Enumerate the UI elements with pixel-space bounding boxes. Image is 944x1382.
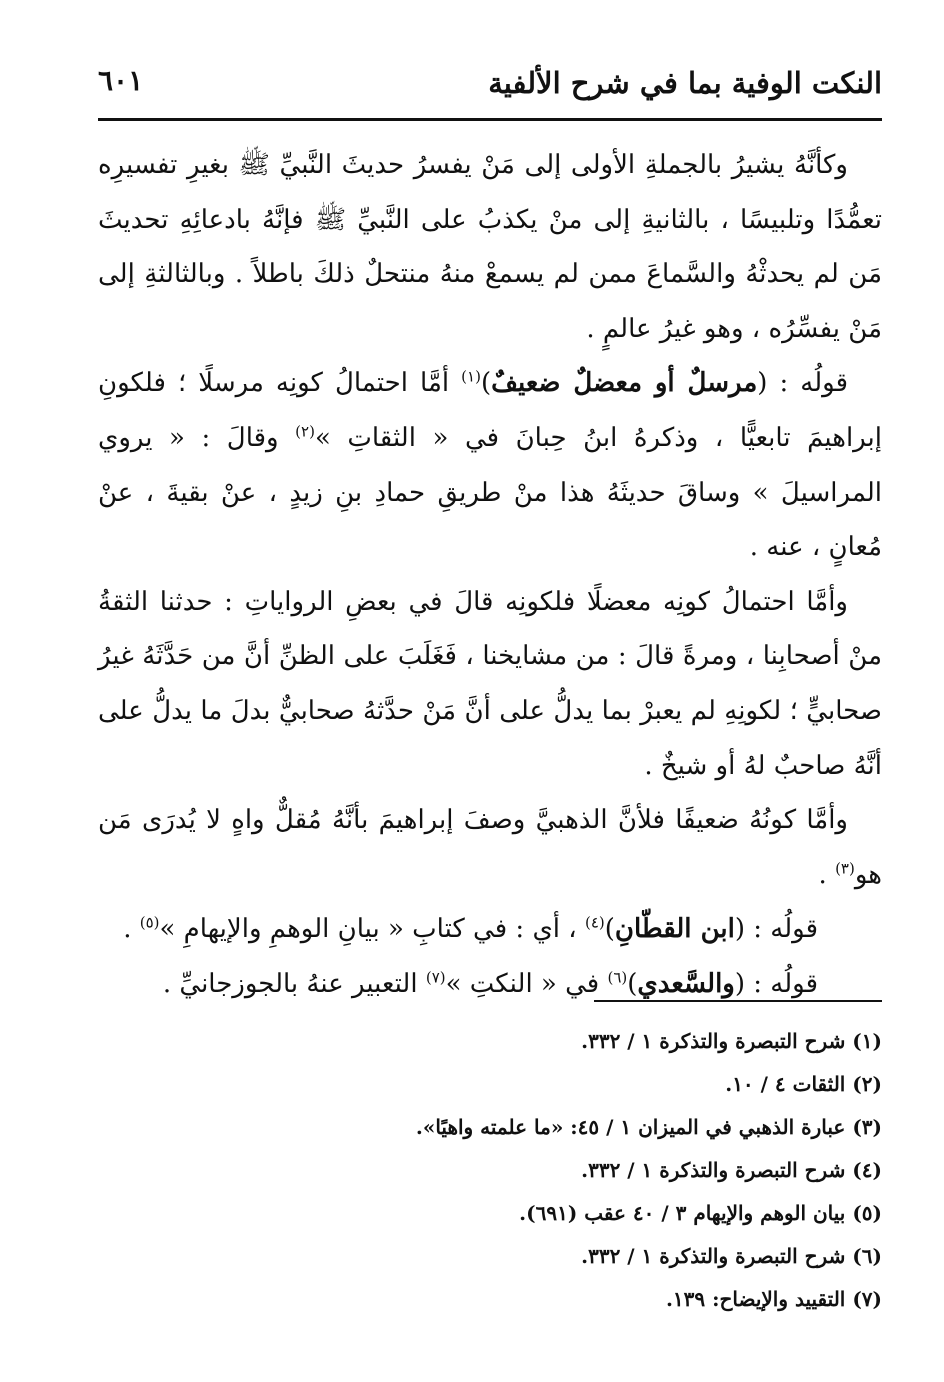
header-rule (98, 118, 882, 121)
footnote-item: (٤) شرح التبصرة والتذكرة ١ / ٣٣٢. (581, 1158, 882, 1182)
main-text (98, 138, 882, 1012)
quote-lead: قولُه : ( (734, 914, 818, 945)
paragraph-text: ، أي : في كتابِ « بيانِ الوهمِ والإيهامِ » (159, 914, 585, 945)
footnote-marker[interactable]: (٤) (584, 913, 605, 932)
paragraph-4 (98, 793, 882, 902)
page-number: ٦٠١ (98, 64, 144, 97)
footnote-marker[interactable]: (٧) (425, 968, 446, 987)
footnote-marker[interactable]: (١) (461, 367, 481, 386)
paragraph-2 (98, 356, 882, 574)
quote-close: ) (480, 368, 492, 399)
footnote-separator (594, 1000, 882, 1002)
quoted-term: مرسلٌ أو معضلٌ ضعيفٌ (491, 368, 758, 399)
paragraph-end: . (123, 914, 140, 945)
quote-lead: قولُه : ( (734, 968, 818, 999)
footnotes (98, 1020, 882, 1321)
quoted-term: والسَّعدي (637, 968, 735, 999)
footnote-item: (٦) شرح التبصرة والتذكرة ١ / ٣٣٢. (581, 1244, 882, 1268)
paragraph-text: أمَّا احتمالُ كونِه مرسلًا ؛ فلكونِ إبراهيمَ تابعيًّا ، وذكرهُ ابنُ حِبانَ في « الثقاتِ » (98, 368, 882, 453)
paragraph-text: في « النكتِ » (445, 968, 608, 999)
footnote-marker[interactable]: (٢) (295, 422, 315, 441)
running-title: النكت الوفية بما في شرح الألفية (488, 66, 882, 100)
page-header (98, 58, 882, 118)
footnote-item: (١) شرح التبصرة والتذكرة ١ / ٣٣٢. (581, 1029, 882, 1053)
paragraph-1: وكأنَّهُ يشيرُ بالجملةِ الأولى إلى مَنْ يفسرُ حديثَ النَّبيِّ ﷺ بغيرِ تفسيرِه تعمُّدًا وتلبيسًا ، بالثانيةِ إلى منْ يكذبُ على النَّبيِّ ﷺ فإنَّهُ بادعائِهِ تحديثَ مَن لم يحدثْهُ والسَّماعَ ممن لم يسمعْ منهُ منتحلٌ ذلكَ باطلاً . وبالثالثةِ إلى مَنْ يفسِّرُه ، وهو غيرُ عالمٍ . (98, 150, 882, 344)
quote-close: ) (627, 968, 638, 999)
paragraph-6 (98, 957, 882, 1012)
footnote-item: (٥) بيان الوهم والإيهام ٣ / ٤٠ عقب (٦٩١). (519, 1201, 882, 1225)
paragraph-5 (98, 902, 882, 957)
quote-close: ) (604, 914, 615, 945)
paragraph-end: . (818, 859, 836, 890)
paragraph-end: التعبير عنهُ بالجوزجانيِّ . (162, 968, 426, 999)
paragraph-text: وأمَّا كونُهُ ضعيفًا فلأنَّ الذهبيَّ وصفَ إبراهيمَ بأنَّهُ مُقلٌّ واهٍ لا يُدرَى مَن هو (98, 805, 882, 890)
quote-lead: قولُه : ( (757, 368, 848, 399)
footnote-item: (٧) التقييد والإيضاح: ١٣٩. (665, 1287, 882, 1311)
footnote-item: (٣) عبارة الذهبي في الميزان ١ / ٤٥: «ما علمته واهيًا». (415, 1115, 882, 1139)
footnote-marker[interactable]: (٦) (607, 968, 628, 987)
paragraph-text: وقالَ : « يروي المراسيلَ » وساقَ حديثَهُ هذا منْ طريقِ حمادِ بنِ زيدٍ ، عنْ بقيةَ ، عنْ مُعانٍ ، عنه . (98, 422, 882, 563)
paragraph-3: وأمَّا احتمالُ كونِه معضلًا فلكونِه قالَ في بعضِ الرواياتِ : حدثنا الثقةُ منْ أصحابِنا ، ومرةً قالَ : من مشايخنا ، فَغَلَبَ على الظنِّ أنَّ من حَدَّثَهُ غيرُ صحابيٍّ ؛ لكونِهِ لم يعبرْ بما يدلُّ على أنَّ مَنْ حدَّثهُ صحابيٌّ بدلَ ما يدلُّ على أنَّهُ صاحبٌ لهُ أو شيخٌ . (98, 586, 882, 781)
footnote-marker[interactable]: (٥) (139, 913, 160, 932)
footnote-item: (٢) الثقات ٤ / ١٠. (725, 1072, 882, 1096)
quoted-term: ابن القطّانِ (614, 914, 735, 945)
footnote-marker[interactable]: (٣) (835, 859, 855, 878)
